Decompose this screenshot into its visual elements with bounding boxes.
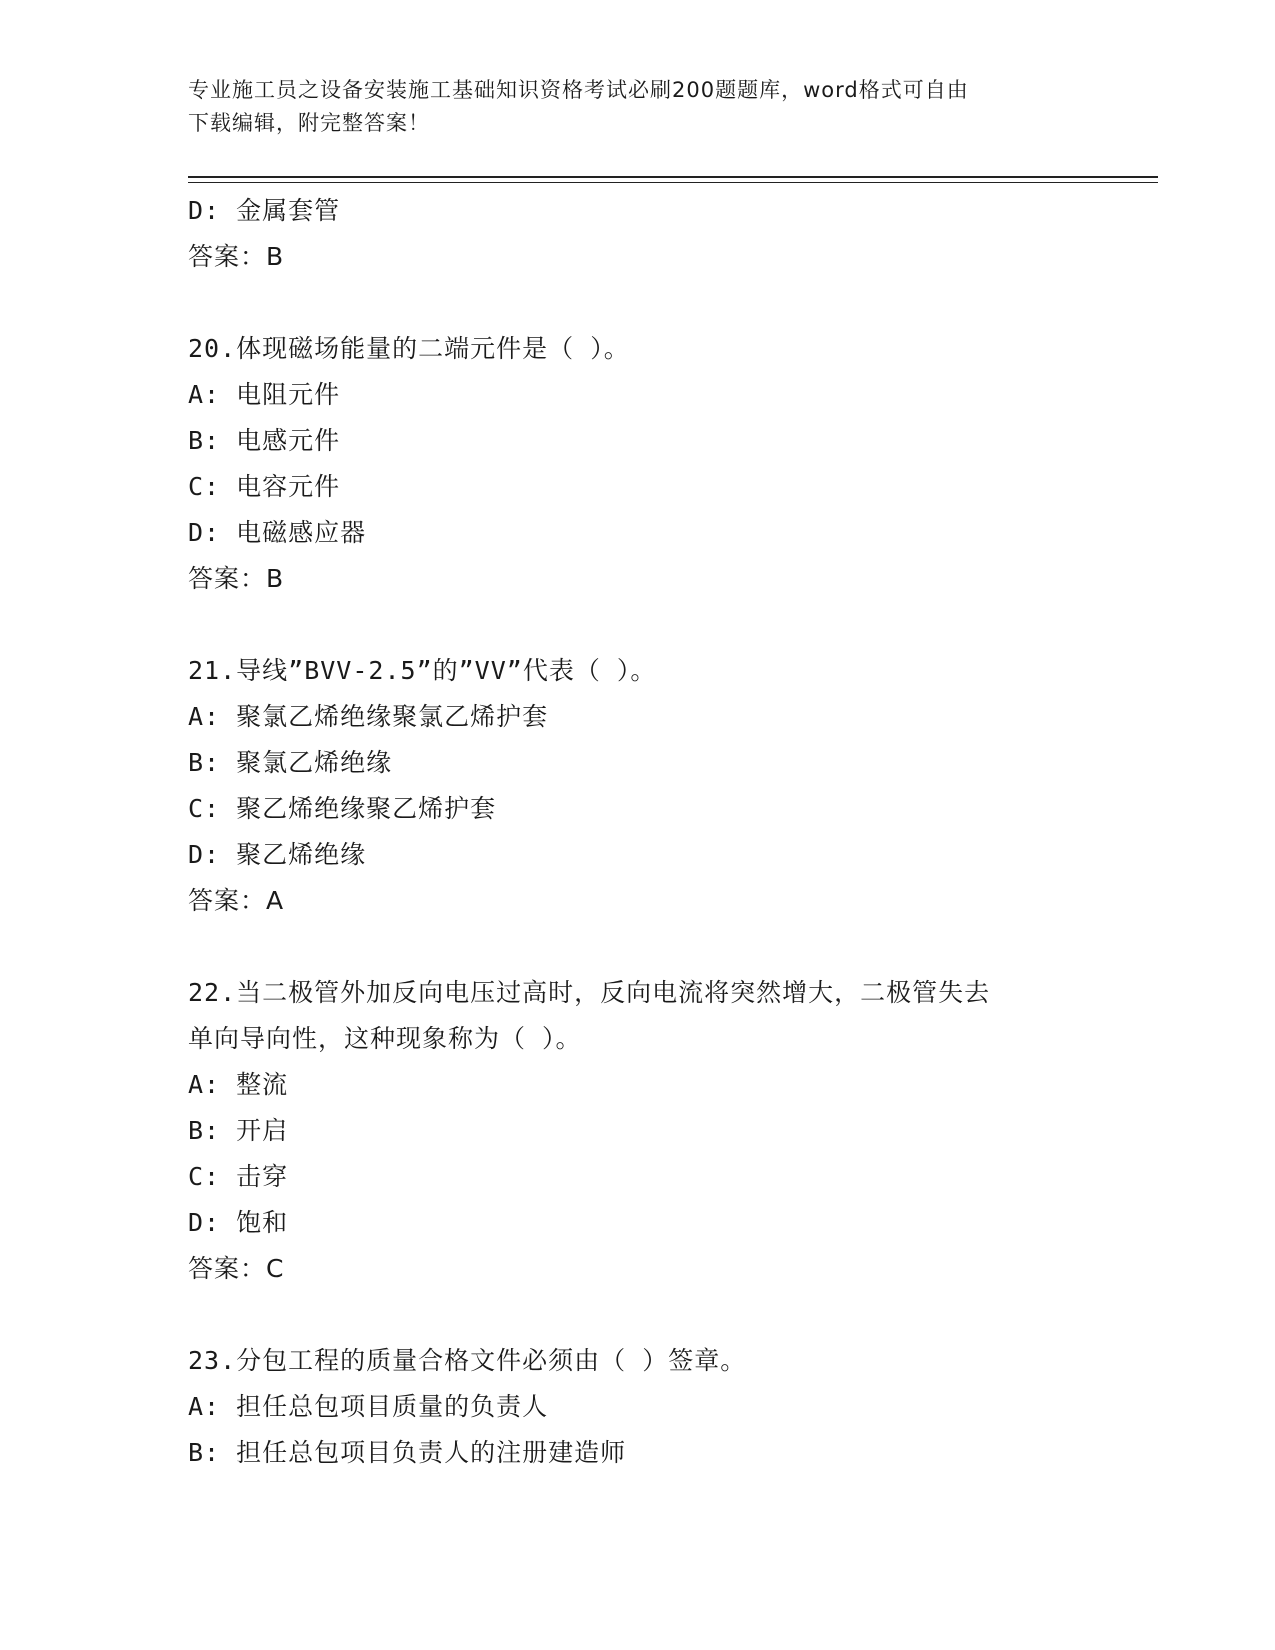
question-stem: 21.导线”BVV-2.5”的”VV”代表（ ）。 [188, 656, 657, 685]
option-line: D: 聚乙烯绝缘 [188, 840, 367, 869]
option-line: C: 聚乙烯绝缘聚乙烯护套 [188, 794, 497, 823]
question-list [188, 188, 1088, 1476]
option-line: A: 聚氯乙烯绝缘聚氯乙烯护套 [188, 702, 549, 731]
header-divider-thin [188, 182, 1158, 183]
option-line: A: 电阻元件 [188, 380, 341, 409]
option-line: A: 担任总包项目质量的负责人 [188, 1392, 549, 1421]
header-line-1: 专业施工员之设备安装施工基础知识资格考试必刷200题题库，word格式可自由 [188, 78, 969, 102]
option-line: D: 电磁感应器 [188, 518, 367, 547]
option-line: B: 聚氯乙烯绝缘 [188, 748, 393, 777]
answer-line: 答案：B [188, 564, 285, 593]
option-line: D: 饱和 [188, 1208, 289, 1237]
option-line: D: 金属套管 [188, 196, 341, 225]
spacer [188, 924, 1088, 970]
header-line-2: 下载编辑，附完整答案！ [188, 111, 430, 135]
question-stem-continued: 单向导向性，这种现象称为（ ）。 [188, 1024, 582, 1053]
question-stem: 22.当二极管外加反向电压过高时，反向电流将突然增大，二极管失去 [188, 978, 991, 1007]
option-line: C: 击穿 [188, 1162, 289, 1191]
question-block [188, 1338, 1088, 1476]
spacer [188, 602, 1088, 648]
question-block [188, 970, 1088, 1292]
spacer [188, 1292, 1088, 1338]
option-line: B: 担任总包项目负责人的注册建造师 [188, 1438, 627, 1467]
answer-line: 答案：B [188, 242, 285, 271]
option-line: B: 电感元件 [188, 426, 341, 455]
question-block [188, 326, 1088, 602]
option-line: A: 整流 [188, 1070, 289, 1099]
question-stem: 20.体现磁场能量的二端元件是（ ）。 [188, 334, 630, 363]
answer-line: 答案：C [188, 1254, 285, 1283]
answer-line: 答案：A [188, 886, 285, 915]
question-block [188, 648, 1088, 924]
document-header [188, 74, 1078, 140]
option-line: C: 电容元件 [188, 472, 341, 501]
spacer [188, 280, 1088, 326]
header-divider-thick [188, 176, 1158, 178]
option-line: B: 开启 [188, 1116, 289, 1145]
question-stem: 23.分包工程的质量合格文件必须由（ ）签章。 [188, 1346, 747, 1375]
